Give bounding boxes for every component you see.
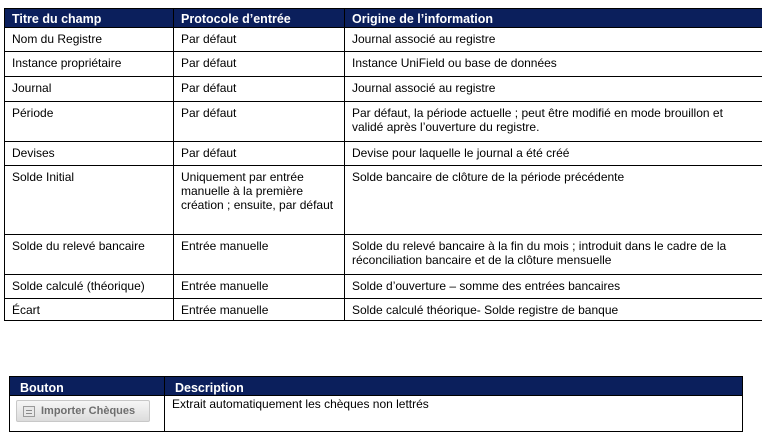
entry-protocol-cell: Par défaut: [174, 142, 345, 166]
table-row: [5, 28, 762, 52]
field-title-cell: Solde calculé (théorique): [5, 275, 174, 299]
header-description: Description: [165, 377, 743, 396]
table-row: [5, 299, 762, 321]
info-origin-cell: Instance UniField ou base de données: [345, 52, 762, 77]
entry-protocol-cell: Par défaut: [174, 52, 345, 77]
table-row: [5, 166, 762, 235]
header-entry-protocol: Protocole d’entrée: [174, 9, 345, 28]
info-origin-cell: Solde bancaire de clôture de la période précédente: [345, 166, 762, 235]
info-origin-cell: Solde d’ouverture – somme des entrées bancaires: [345, 275, 762, 299]
fields-table: [4, 8, 762, 321]
entry-protocol-cell: Par défaut: [174, 28, 345, 52]
field-title-cell: Écart: [5, 299, 174, 321]
button-description: Extrait automatiquement les chèques non lettrés: [172, 397, 429, 411]
table-row: [10, 396, 743, 432]
table-row: [5, 142, 762, 166]
info-origin-cell: Journal associé au registre: [345, 77, 762, 102]
table-row: [5, 275, 762, 299]
table-row: [5, 77, 762, 102]
description-cell: [165, 396, 743, 432]
entry-protocol-cell: Par défaut: [174, 77, 345, 102]
buttons-table-header-row: [10, 377, 743, 396]
info-origin-cell: Devise pour laquelle le journal a été créé: [345, 142, 762, 166]
entry-protocol-cell: Entrée manuelle: [174, 299, 345, 321]
info-origin-cell: Journal associé au registre: [345, 28, 762, 52]
import-cheques-button[interactable]: [16, 400, 150, 422]
header-info-origin: Origine de l’information: [345, 9, 762, 28]
table-row: [5, 102, 762, 142]
table-row: [5, 52, 762, 77]
field-title-cell: Solde Initial: [5, 166, 174, 235]
table-row: [5, 235, 762, 275]
info-origin-cell: Solde calculé théorique- Solde registre de banque: [345, 299, 762, 321]
field-title-cell: Journal: [5, 77, 174, 102]
field-title-cell: Solde du relevé bancaire: [5, 235, 174, 275]
entry-protocol-cell: Entrée manuelle: [174, 275, 345, 299]
entry-protocol-cell: Entrée manuelle: [174, 235, 345, 275]
document-icon: [23, 406, 35, 417]
header-field-title: Titre du champ: [5, 9, 174, 28]
field-title-cell: Période: [5, 102, 174, 142]
button-cell: [10, 396, 165, 432]
entry-protocol-cell: Uniquement par entrée manuelle à la première création ; ensuite, par défaut: [174, 166, 345, 235]
field-title-cell: Nom du Registre: [5, 28, 174, 52]
field-title-cell: Devises: [5, 142, 174, 166]
header-button: Bouton: [10, 377, 165, 396]
fields-table-header-row: [5, 9, 762, 28]
import-cheques-label: Importer Chèques: [41, 405, 136, 417]
field-title-cell: Instance propriétaire: [5, 52, 174, 77]
buttons-table: [9, 376, 743, 432]
entry-protocol-cell: Par défaut: [174, 102, 345, 142]
info-origin-cell: Par défaut, la période actuelle ; peut être modifié en mode brouillon et validé après l’ouverture du registre.: [345, 102, 762, 142]
info-origin-cell: Solde du relevé bancaire à la fin du mois ; introduit dans le cadre de la réconciliation bancaire et de la clôture mensuelle: [345, 235, 762, 275]
